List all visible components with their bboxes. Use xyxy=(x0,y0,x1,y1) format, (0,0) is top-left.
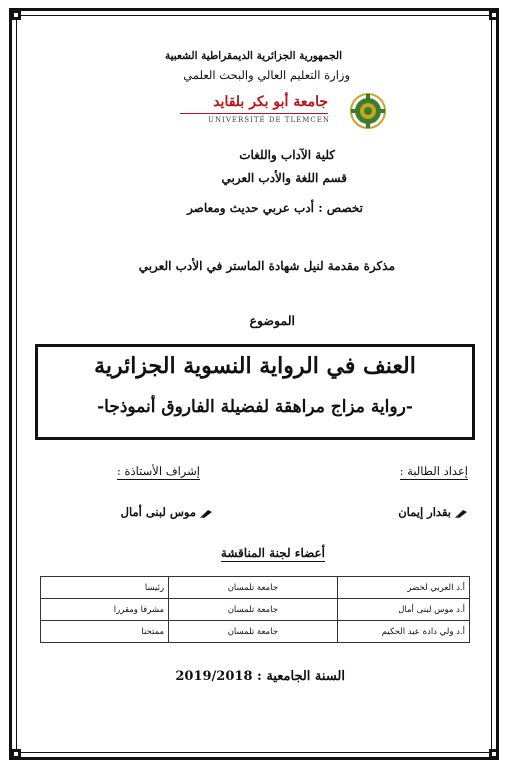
supervisor-name: موس لبنى أمال xyxy=(121,505,213,519)
jury-member-role: رئيسا xyxy=(41,577,169,599)
supervisor-label: إشراف الأستاذة : xyxy=(117,464,200,478)
jury-title: أعضاء لجنة المناقشة xyxy=(220,546,325,560)
department-name: قسم اللغة والأدب العربي xyxy=(221,171,347,185)
thesis-subtitle: -رواية مزاج مراهقة لفضيلة الفاروق أنموذجا- xyxy=(97,397,413,417)
memo-statement: مذكرة مقدمة لنيل شهادة الماستر في الأدب العربي xyxy=(138,259,395,273)
university-name-ar: جامعة أبو بكر بلقايد xyxy=(213,94,328,110)
thesis-title: العنف في الرواية النسوية الجزائرية xyxy=(94,353,416,379)
jury-member-name: أ.د ولي دادة عبد الحكيم xyxy=(337,621,469,643)
ornament-corner-icon xyxy=(486,7,502,23)
republic-header: الجمهورية الجزائرية الديمقراطية الشعبية xyxy=(164,50,342,62)
title-box xyxy=(35,344,475,440)
jury-table xyxy=(40,576,470,643)
prepared-by-label: إعداد الطالبة : xyxy=(399,464,468,478)
pen-icon xyxy=(199,508,213,518)
faculty-name: كلية الآداب واللغات xyxy=(239,148,335,162)
table-row xyxy=(41,577,470,599)
ministry-header: وزارة التعليم العالي والبحث العلمي xyxy=(183,68,350,82)
ornament-corner-icon xyxy=(8,7,24,23)
subject-label: الموضوع xyxy=(249,313,295,328)
university-logo-icon xyxy=(348,92,388,130)
jury-member-university: جامعة تلمسان xyxy=(169,621,337,643)
pen-icon xyxy=(454,508,468,518)
university-banner xyxy=(175,92,390,130)
ornament-corner-icon xyxy=(486,746,502,762)
jury-member-role: ممتحنا xyxy=(41,621,169,643)
university-divider xyxy=(180,113,328,114)
jury-member-name: أ.د موس لبنى أمال xyxy=(337,599,469,621)
jury-member-role: مشرفا ومقررا xyxy=(41,599,169,621)
specialty-line: تخصص : أدب عربي حديث ومعاصر xyxy=(187,201,363,215)
ornament-corner-icon xyxy=(8,746,24,762)
university-name-fr: UNIVERSITÉ DE TLEMCEN xyxy=(208,116,330,124)
jury-member-university: جامعة تلمسان xyxy=(169,599,337,621)
jury-member-name: أ.د العربي لخضر xyxy=(337,577,469,599)
table-row xyxy=(41,621,470,643)
table-row xyxy=(41,599,470,621)
student-name: بقدار إيمان xyxy=(398,505,468,519)
academic-year: السنة الجامعية : 2019/2018 xyxy=(175,669,345,684)
jury-member-university: جامعة تلمسان xyxy=(169,577,337,599)
